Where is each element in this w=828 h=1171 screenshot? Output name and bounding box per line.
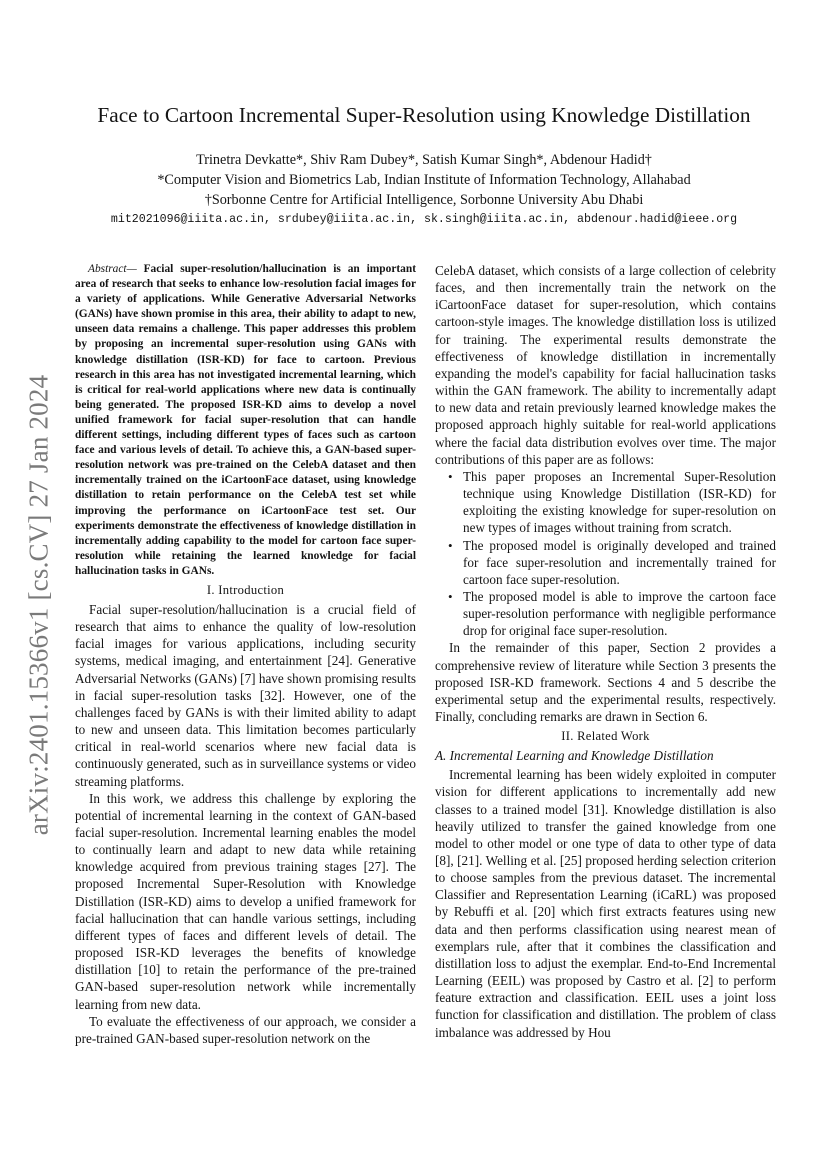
intro-paragraph-3: To evaluate the effectiveness of our approach, we consider a pre-trained GAN-based super-resolution network on the (75, 1013, 416, 1046)
author-emails: mit2021096@iiita.ac.in, srdubey@iiita.ac.in, sk.singh@iiita.ac.in, abdenour.hadid@ieee.org (110, 213, 738, 226)
right-column (435, 262, 776, 1041)
affiliation-1: *Computer Vision and Biometrics Lab, Indian Institute of Information Technology, Allahabad (157, 172, 691, 188)
abstract (75, 262, 416, 579)
contribution-item: • The proposed model is originally developed and trained for face super-resolution and incrementally trained for cartoon face super-resolution. (463, 537, 776, 588)
arxiv-identifier-text: arXiv:2401.15366v1 [cs.CV] 27 Jan 2024 (23, 374, 54, 836)
paper-title: Face to Cartoon Incremental Super-Resolution using Knowledge Distillation (97, 103, 751, 127)
section-heading-introduction: I. Introduction (206, 582, 285, 597)
intro-remainder: In the remainder of this paper, Section 2 provides a comprehensive review of literature while Section 3 presents the proposed ISR-KD framework. Sections 4 and 5 describe the experimental setup and the experimental results, respectively. Finally, concluding remarks are drawn in Section 6. (435, 640, 776, 725)
abstract-text: Facial super-resolution/hallucination is an important area of research that seeks to enhance low-resolution facial images for a variety of applications. While Generative Adversarial Networks (GANs) have shown promise in this area, their ability to adapt to new, unseen data remains a challenge. This paper addresses this problem by proposing an incremental super-resolution using GANs with knowledge distillation (ISR-KD) for face to cartoon. Previous research in this area has not investigated incremental learning, which is critical for real-world applications where new data is continually being generated. The proposed ISR-KD aims to develop a novel unified framework for facial super-resolution that can handle different settings, including different types of faces such as cartoon face and various levels of detail. To achieve this, a GAN-based super-resolution network was pre-trained on the CelebA dataset and then incrementally trained on the iCartoonFace dataset, using knowledge distillation to retain performance on the CelebA test set while improving the performance on iCartoonFace test set. Our experiments demonstrate the effectiveness of knowledge distillation in incrementally adding capability to the model for cartoon face super-resolution while retaining the learned knowledge for facial hallucination tasks in GANs. (75, 263, 416, 577)
contribution-list (435, 468, 776, 640)
section-heading-related-work: II. Related Work (561, 729, 650, 744)
contribution-item: • The proposed model is able to improve the cartoon face super-resolution performance with negligible performance drop for original face super-resolution. (463, 588, 776, 639)
abstract-lead: Abstract— (88, 263, 137, 275)
related-work-paragraph: Incremental learning has been widely exploited in computer vision for different applications to incrementally add new classes to a trained model [31]. Knowledge distillation is also heavily utilized to transfer the gained knowledge from one model to other model or one type of data to other type of data [8], [21]. Welling et al. [25] proposed herding selection criterion to choose samples from the previous dataset. The incremental Classifier and Representation Learning (iCaRL) was proposed by Rebuffi et al. [20] which first extracts features using new data and then performs classification using nearest mean of exemplars rule, after that it combines the classification and distillation loss to adjust the exemplar. End-to-End Incremental Learning (EEIL) was proposed by Castro et al. [2] to perform feature extraction and classification. EEIL uses a joint loss function for classification and distillation. The problem of class imbalance was addressed by Hou (435, 767, 776, 1040)
intro-continuation: CelebA dataset, which consists of a large collection of celebrity faces, and then incrementally train the network on the iCartoonFace dataset for super-resolution, which contains cartoon-style images. The knowledge distillation loss is utilized for training. The experimental results demonstrate the effectiveness of knowledge distillation in incrementally expanding the model's capability for facial hallucination tasks within the GAN framework. The ability to incrementally adapt to new data and retain previously learned knowledge makes the proposed approach highly suitable for real-world applications where the facial data distribution evolves over time. The major contributions of this paper are as follows: (435, 263, 776, 467)
intro-paragraph-1: Facial super-resolution/hallucination is a crucial field of research that aims to enhance the quality of low-resolution facial images for various applications, including security systems, medical imaging, and entertainment [24]. Generative Adversarial Networks (GANs) [7] have shown promising results in facial super-resolution tasks [32]. However, one of the challenges faced by GANs is with their limited ability to adapt to new and unseen data. This limitation becomes particularly critical in real-world scenarios where new facial data is continuously generated, such as in surveillance systems or video streaming platforms. (75, 601, 416, 789)
subsection-heading: A. Incremental Learning and Knowledge Distillation (435, 748, 714, 764)
left-column (75, 262, 416, 1047)
intro-paragraph-2: In this work, we address this challenge by exploring the potential of incremental learning in the context of GAN-based facial super-resolution. Incremental learning enables the model to continually learn and adapt to new data while retaining knowledge acquired from previous training stages [27]. The proposed Incremental Super-Resolution with Knowledge Distillation (ISR-KD) aims to develop a unified framework for facial hallucination that can handle various settings, including different types of faces and different levels of detail. The proposed ISR-KD leverages the benefits of knowledge distillation [10] to retain the performance of the pre-trained GAN-based super-resolution network while incrementally learning from new data. (75, 790, 416, 1012)
arxiv-identifier (24, 365, 54, 845)
author-list: Trinetra Devkatte*, Shiv Ram Dubey*, Satish Kumar Singh*, Abdenour Hadid† (196, 152, 652, 168)
affiliation-2: †Sorbonne Centre for Artificial Intelligence, Sorbonne University Abu Dhabi (204, 192, 644, 208)
contribution-item: • This paper proposes an Incremental Super-Resolution technique using Knowledge Distillation (ISR-KD) for exploiting the existing knowledge for super-resolution on new types of images without training from scratch. (463, 468, 776, 537)
author-block (60, 150, 788, 230)
